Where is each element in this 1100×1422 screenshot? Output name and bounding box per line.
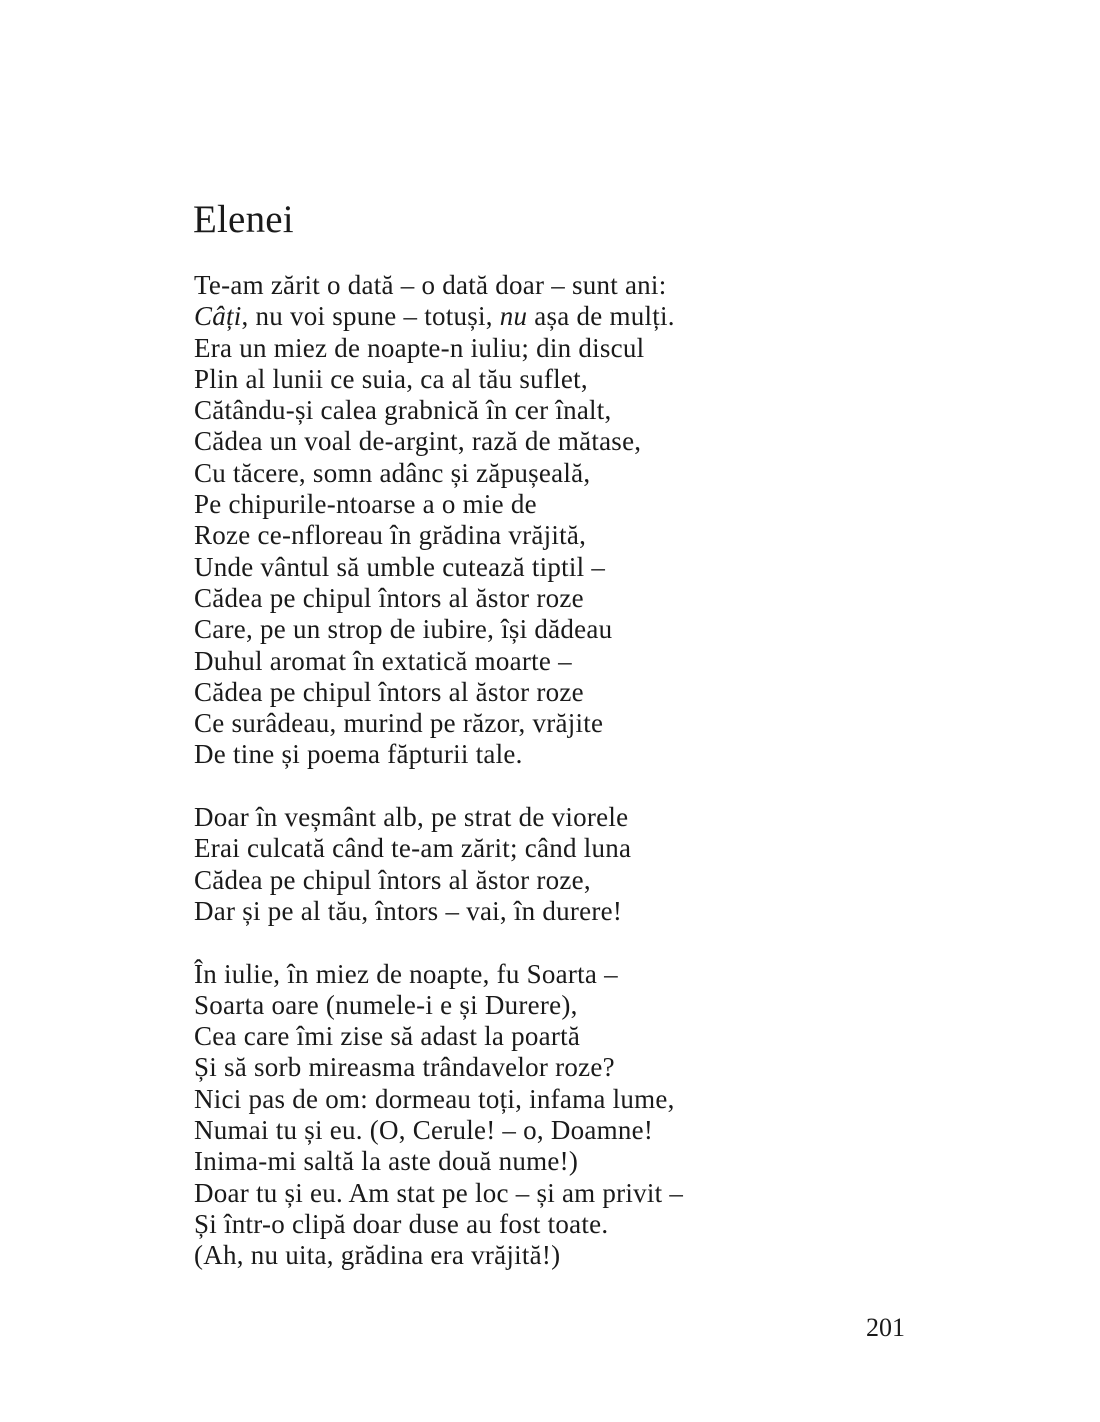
poem-line: [194, 301, 954, 332]
line-text: Erai culcată când te-am zărit; când luna: [194, 833, 632, 864]
poem-line: [194, 458, 954, 489]
poem-line: [194, 426, 954, 457]
page-number: 201: [866, 1313, 905, 1342]
poem-line: [194, 552, 954, 583]
line-text: De tine și poema făpturii tale.: [194, 739, 523, 770]
line-text: Pe chipurile-ntoarse a o mie de: [194, 489, 537, 520]
line-text: Plin al lunii ce suia, ca al tău suflet,: [194, 363, 588, 394]
line-text: Roze ce-nfloreau în grădina vrăjită,: [194, 520, 587, 551]
poem-line: [194, 1021, 954, 1052]
line-text: Care, pe un strop de iubire, își dădeau: [194, 614, 613, 645]
poem-line: [194, 739, 954, 770]
poem-line: [194, 395, 954, 426]
poem-line: [194, 833, 954, 864]
line-text: Cătându-și calea grabnică în cer înalt,: [194, 395, 612, 426]
poem-line: [194, 270, 954, 301]
line-text: Duhul aromat în extatică moarte –: [194, 645, 572, 676]
emphasis-text: Câți: [194, 301, 242, 332]
poem-line: [194, 520, 954, 551]
poem-line: [194, 333, 954, 364]
poem-line: [194, 364, 954, 395]
stanza: [194, 959, 954, 1272]
line-text: Doar în veșmânt alb, pe strat de viorele: [194, 802, 629, 833]
line-text: Te-am zărit o dată – o dată doar – sunt ani:: [194, 270, 667, 300]
emphasis-text: nu: [499, 301, 528, 332]
line-text: Cea care îmi zise să adast la poartă: [194, 1021, 581, 1052]
poem-line: [194, 1240, 954, 1271]
line-text: Unde vântul să umble cutează tiptil –: [194, 551, 606, 582]
poem-line: [194, 614, 954, 645]
poem-line: [194, 1084, 954, 1115]
poem-line: [194, 1146, 954, 1177]
poem-line: [194, 1178, 954, 1209]
poem-line: [194, 1209, 954, 1240]
poem-title: Elenei: [193, 198, 294, 241]
line-text: Cu tăcere, somn adânc și zăpușeală,: [194, 457, 591, 488]
line-text: Ce surâdeau, murind pe răzor, vrăjite: [194, 708, 604, 739]
line-text: (Ah, nu uita, grădina era vrăjită!): [194, 1240, 561, 1271]
poem-line: [194, 896, 954, 927]
poem-line: [194, 990, 954, 1021]
poem-line: [194, 677, 954, 708]
line-text: Doar tu și eu. Am stat pe loc – și am privit –: [194, 1177, 684, 1208]
line-text: Numai tu și eu. (O, Cerule! – o, Doamne!: [194, 1115, 654, 1146]
line-text: Și să sorb mireasma trândavelor roze?: [194, 1052, 615, 1083]
line-text: Inima-mi saltă la aste două nume!): [194, 1146, 579, 1177]
poem-line: [194, 708, 954, 739]
line-text: Și într-o clipă doar duse au fost toate.: [194, 1208, 609, 1239]
line-text: Era un miez de noapte-n iuliu; din discul: [194, 332, 645, 363]
stanza: [194, 802, 954, 927]
poem-line: [194, 865, 954, 896]
line-text: În iulie, în miez de noapte, fu Soarta –: [194, 958, 618, 989]
line-text: așa de mulți.: [527, 301, 675, 332]
stanza: [194, 270, 954, 771]
poem-line: [194, 489, 954, 520]
line-text: Cădea pe chipul întors al ăstor roze,: [194, 864, 591, 895]
poem-line: [194, 959, 954, 990]
poem-line: [194, 646, 954, 677]
line-text: Dar și pe al tău, întors – vai, în durere!: [194, 895, 623, 926]
poem-line: [194, 583, 954, 614]
line-text: Cădea pe chipul întors al ăstor roze: [194, 676, 584, 707]
line-text: , nu voi spune – totuși,: [241, 301, 500, 332]
line-text: Nici pas de om: dormeau toți, infama lume,: [194, 1083, 675, 1114]
poem-body: [194, 270, 954, 1272]
line-text: Cădea un voal de-argint, rază de mătase,: [194, 426, 642, 457]
line-text: Cădea pe chipul întors al ăstor roze: [194, 582, 584, 613]
poem-line: [194, 1115, 954, 1146]
line-text: Soarta oare (numele-i e și Durere),: [194, 989, 578, 1020]
poem-line: [194, 802, 954, 833]
poem-line: [194, 1052, 954, 1083]
